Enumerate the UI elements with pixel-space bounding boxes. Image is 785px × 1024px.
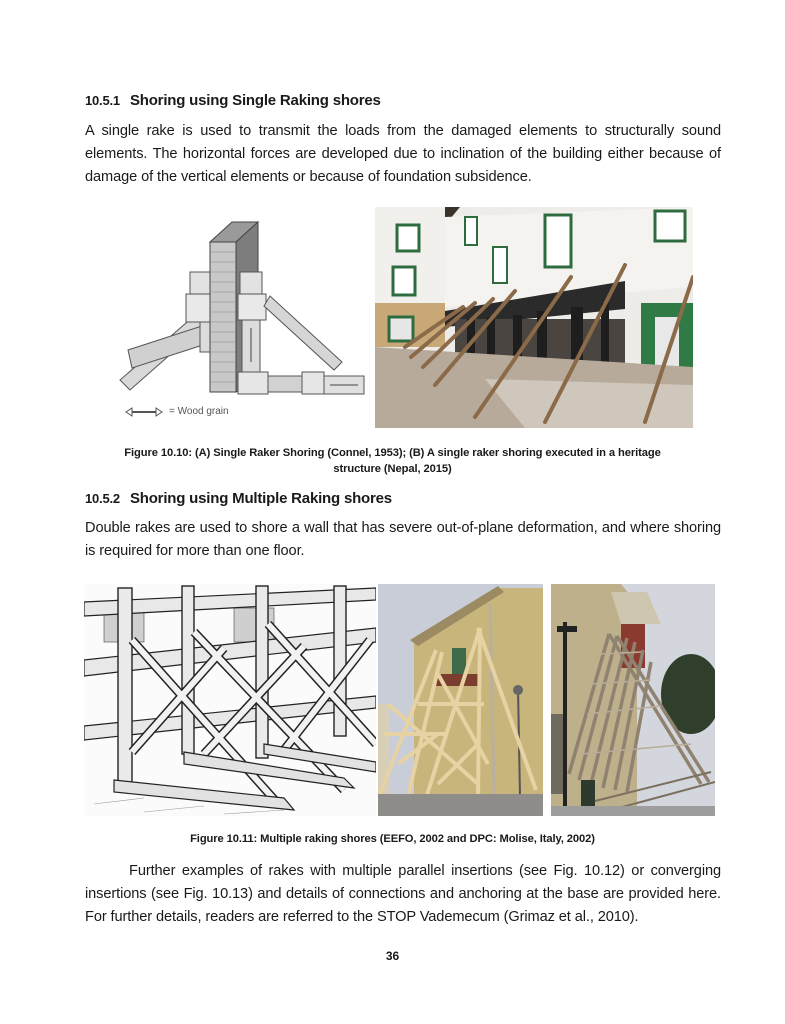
caption-line-1: Figure 10.10: (A) Single Raker Shoring (Connel, 1953); (B) A single raker shoring executed in a heritage — [124, 447, 661, 459]
section-number: 10.5.1 — [85, 93, 120, 108]
single-raker-drawing — [112, 210, 370, 428]
section-heading-10-5-2 — [85, 490, 392, 507]
figure-10-11-sketch — [84, 584, 376, 816]
paragraph-further-examples: Further examples of rakes with multiple parallel insertions (see Fig. 10.12) or converging insertions (see Fig. 10.13) and details of connections and anchoring at the base are provided here. For further details, readers are referred to the STOP Vademecum (Grimaz et al., 2010). — [85, 863, 721, 925]
caption-line-2: structure (Nepal, 2015) — [333, 463, 452, 475]
section-heading-10-5-1 — [85, 92, 381, 109]
figure-10-11-photo-street-shoring — [551, 584, 715, 816]
figure-10-10-caption — [80, 445, 705, 477]
section-title: Shoring using Multiple Raking shores — [129, 490, 392, 507]
paragraph-multiple-raking: Double rakes are used to shore a wall that has severe out-of-plane deformation, and where shoring is required for more than one floor. — [85, 520, 721, 559]
paragraph-single-raking: A single rake is used to transmit the loads from the damaged elements to structurally sound elements. The horizontal forces are developed due to inclination of the building either because of damage of the vertical elements or because of foundation subsidence. — [85, 123, 721, 185]
page-number: 36 — [385, 949, 400, 963]
figure-10-10-b-photo — [375, 207, 693, 428]
wood-grain-legend-label: = Wood grain — [169, 406, 229, 417]
figure-10-11-photo-yellow-building — [378, 584, 543, 816]
figure-10-10-a-drawing — [112, 210, 370, 428]
street-shoring-photo — [551, 584, 715, 816]
heritage-shoring-photo — [375, 207, 693, 428]
section-number: 10.5.2 — [85, 491, 120, 506]
section-title: Shoring using Single Raking shores — [129, 92, 381, 109]
multiple-rakers-sketch — [84, 584, 376, 816]
figure-10-11-caption: Figure 10.11: Multiple raking shores (EEFO, 2002 and DPC: Molise, Italy, 2002) — [190, 833, 595, 845]
yellow-building-shoring-photo — [378, 584, 543, 816]
